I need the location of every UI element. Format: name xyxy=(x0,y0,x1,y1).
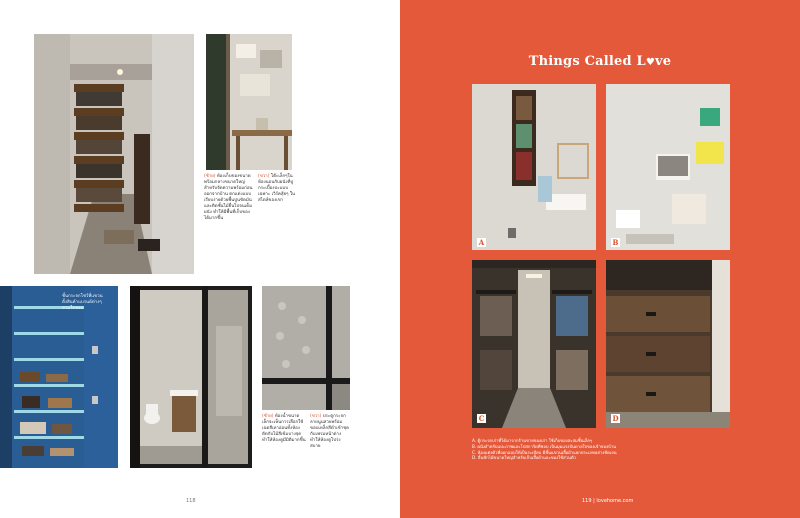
glass-door-caption-text: ประตูกระจกลายนูนสวยพร้อมขอบเหล็กสีดำเข้าชุดกับเฟรมหน้าต่างทำให้ห้องดูโปร่งสบาย xyxy=(310,414,349,449)
note-c: C. ห้องแต่งตัวที่ออกแบบให้เป็นระเบียบ มีชั้นแขวนเสื้อผ้าแยกประเภทอย่างชัดเจน xyxy=(472,449,617,455)
heart-icon: ♥ xyxy=(645,57,656,68)
textured-glass-door-photo xyxy=(262,286,350,410)
glass-door-caption xyxy=(310,414,350,450)
right-folio-text: 119 | lovehome.com xyxy=(582,498,634,504)
section-title-suffix: ve xyxy=(655,54,672,69)
photo-a-cabinet xyxy=(472,84,596,250)
display-shelf-caption-text: ชั้นกระจกโชว์ที่แขวนตั้งสินค้าแบรนด์ต่างๆตามใจชอบ xyxy=(62,294,103,311)
closet-caption-heading: (ซ้าย) xyxy=(204,174,216,179)
photo-notes xyxy=(472,438,742,461)
photo-a-tag: A xyxy=(478,238,485,247)
note-b: B. ผนังสำหรับแปะภาพและโปสการ์ดที่ชอบ เป็นมุมแรงบันดาลใจของเจ้าของบ้าน xyxy=(472,443,616,449)
photo-d-wooden-drawers xyxy=(606,260,730,428)
desk-caption-text: โต๊ะเล็กๆในห้องนอนกับผนังที่ปูกระเบื้องปะแบบเฉพาะ เวิร์คสุ้ยๆ ในสไตล์ของเขา xyxy=(258,174,296,203)
desk-caption-heading: (ขวา) xyxy=(258,174,270,179)
photo-d-tag: D xyxy=(612,414,619,423)
bathroom-photo xyxy=(130,286,252,468)
photo-c-tag: C xyxy=(478,414,485,423)
photo-b-pinboard-wall xyxy=(606,84,730,250)
photo-b-tag: B xyxy=(612,238,619,247)
right-page-folio xyxy=(582,498,633,504)
glass-display-shelf-photo xyxy=(0,286,118,468)
photo-c-dressing-corridor xyxy=(472,260,596,428)
display-shelf-caption xyxy=(62,294,106,312)
section-title-prefix: Things Called L xyxy=(528,54,646,69)
bathroom-caption xyxy=(262,414,306,444)
desk-caption xyxy=(258,174,296,204)
note-a: A. ตู้กระจกเก่าที่ได้มาจากร้านขายของเก่า ใช้เก็บของสะสมชิ้นเล็กๆ xyxy=(472,438,593,443)
note-d: D. ลิ้นชักไม้ขนาดใหญ่สำหรับเก็บเสื้อผ้าและของใช้ส่วนตัว xyxy=(472,455,576,461)
left-page-folio xyxy=(186,498,196,504)
bathroom-caption-heading: (ซ้าย) xyxy=(262,414,274,419)
section-title xyxy=(520,54,680,69)
left-folio-text: 118 xyxy=(186,498,196,504)
closet-caption xyxy=(204,174,254,222)
glass-door-caption-heading: (ขวา) xyxy=(310,414,322,419)
bedroom-desk-photo xyxy=(206,34,292,170)
right-page xyxy=(400,0,800,518)
bathroom-caption-text: ห้องน้ำขนาดเล็กจะเห็นการเลือกใช้เฉดสีเทาอ่อนทั้งห้อง ตัดกับไม้สีเข้มบางจุดทำให้ห้องดูมีมิติมากขึ้น xyxy=(262,414,306,443)
closet-caption-text: ห้องเก็บของขนาดพร้อมกลางขนาดใหญ่สำหรับจัดความพร้อมก่อนออกจากบ้าน ตกแต่งแบบเรียบง่ายด้วยพื้นปูนขัดมัน และติดชั้นไม้ยื่นไปจนเต็มผนัง ทำให้มีพื้นที่เก็บของได้มากขึ้น xyxy=(204,174,253,221)
walk-in-closet-photo xyxy=(34,34,194,274)
